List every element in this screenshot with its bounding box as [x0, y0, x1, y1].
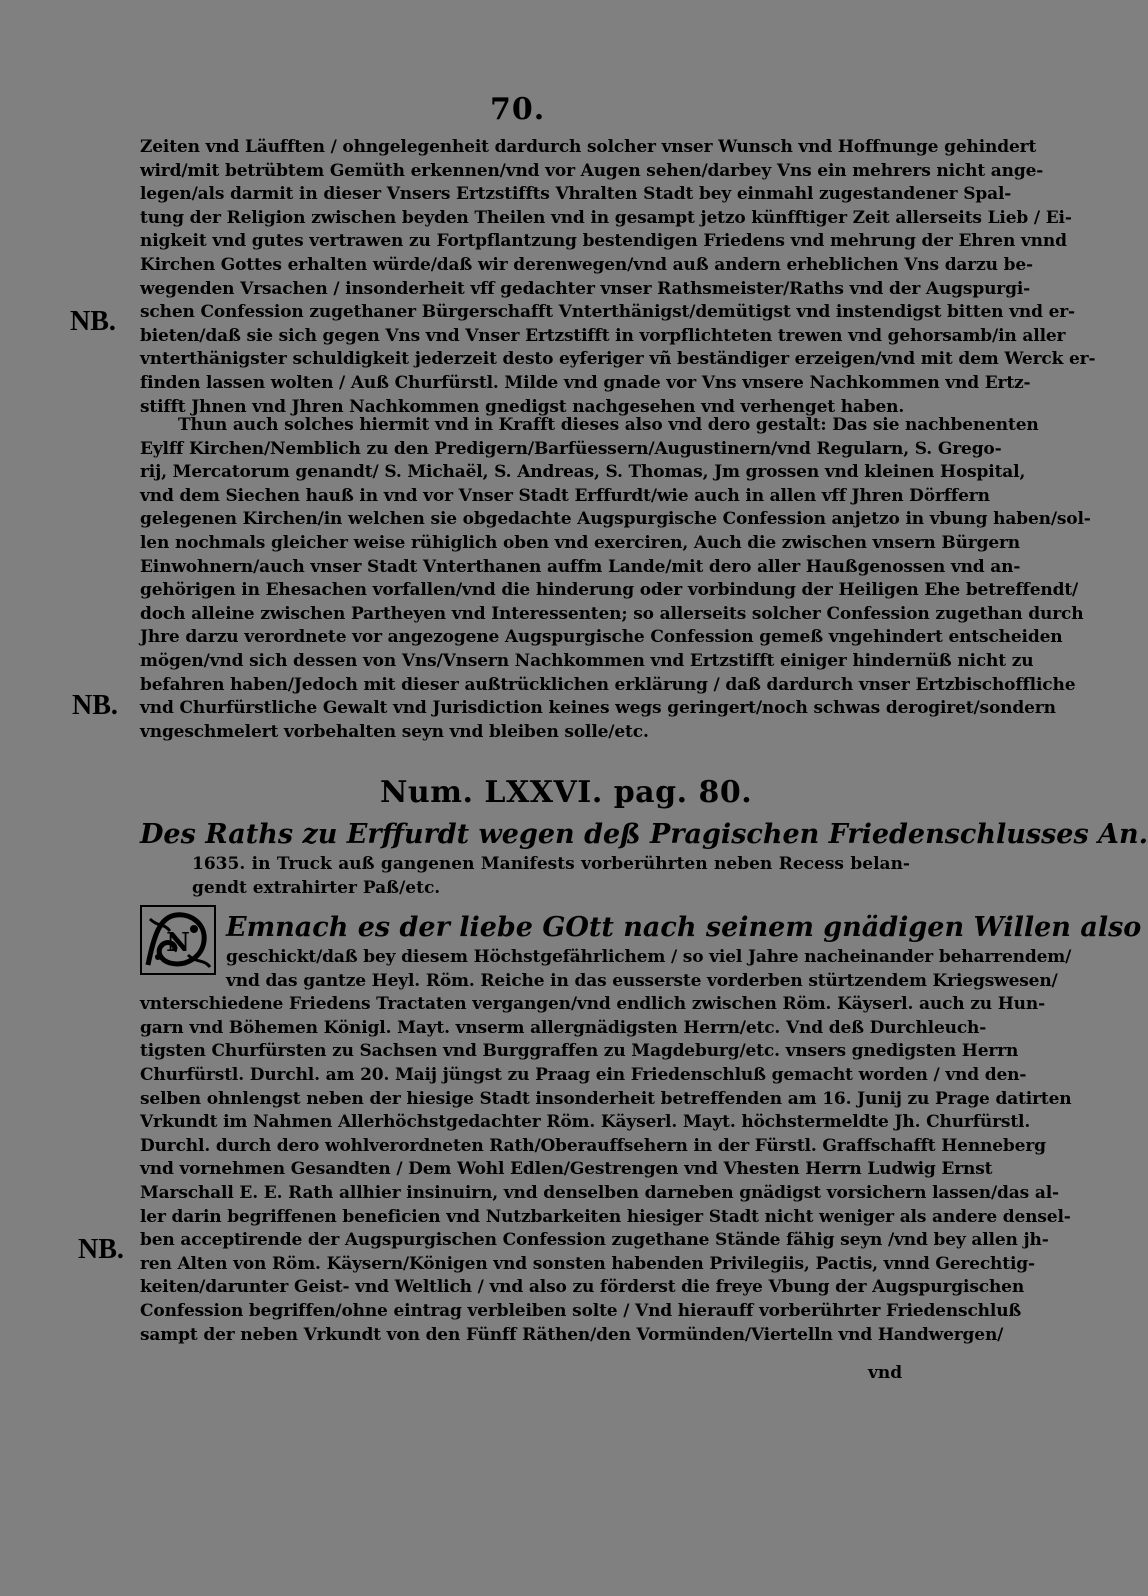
- margin-note-nb-3: NB.: [78, 1234, 124, 1265]
- text-line: Einwohnern/auch vnser Stadt Vnterthanen auffm Lande/mit dero aller Haußgenossen vnd an-: [140, 556, 1021, 577]
- text-line: selben ohnlengst neben der hiesige Stadt insonderheit betreffenden am 16. Junij zu Prage datirten: [140, 1088, 1072, 1109]
- section-heading: Num. LXXVI. pag. 80.: [380, 775, 753, 810]
- text-line: vnd vornehmen Gesandten / Dem Wohl Edlen/Gestrengen vnd Vhesten Herrn Ludwig Ernst: [140, 1159, 993, 1180]
- text-line: ben acceptirende der Augspurgischen Confession zugethane Stände fähig seyn /vnd bey allen jh-: [140, 1230, 1049, 1251]
- text-line: stifft Jhnen vnd Jhren Nachkommen gnedigst nachgesehen vnd verhenget haben.: [140, 396, 905, 417]
- text-line: tung der Religion zwischen beyden Theilen vnd in gesampt jetzo künfftiger Zeit allerseits Lieb / Ei-: [140, 207, 1072, 228]
- section-title: [140, 818, 1148, 900]
- text-line: ler darin begriffenen beneficien vnd Nutzbarkeiten hiesiger Stadt nicht weniger als andere densel-: [140, 1206, 1071, 1227]
- catchword: vnd: [868, 1363, 903, 1383]
- text-line: Thun auch solches hiermit vnd in Krafft dieses also vnd dero gestalt: Das sie nachbenenten: [178, 415, 1039, 435]
- text-line: Jhre darzu verordnete vor angezogene Augspurgische Confession gemeß vngehindert entscheiden: [140, 627, 1063, 648]
- text-line: keiten/darunter Geist- vnd Weltlich / vnd also zu förderst die freye Vbung der Augspurgischen: [140, 1277, 1025, 1298]
- text-line: len nochmals gleicher weise rühiglich oben vnd exerciren, Auch die zwischen vnsern Bürgern: [140, 532, 1021, 553]
- text-line: wird/mit betrübtem Gemüth erkennen/vnd vor Augen sehen/darbey Vns ein mehrers nicht ange-: [140, 160, 1044, 181]
- text-line: rij, Mercatorum genandt/ S. Michaël, S. Andreas, S. Thomas, Jm grossen vnd kleinen Hospital,: [140, 462, 1026, 483]
- text-line: tigsten Churfürsten zu Sachsen vnd Burggraffen zu Magdeburg/etc. vnsers gnedigsten Herrn: [140, 1041, 1019, 1062]
- text-line: vnd das gantze Heyl. Röm. Reiche in das eusserste vorderben stürtzendem Kriegswesen/: [226, 970, 1058, 991]
- page-number: 70.: [490, 92, 546, 127]
- title-line: 1635. in Truck auß gangenen Manifests vorberührten neben Recess belan-: [192, 854, 910, 874]
- text-line: Churfürstl. Durchl. am 20. Maij jüngst zu Praag ein Friedenschluß gemacht worden / vnd den-: [140, 1064, 1027, 1085]
- text-line: mögen/vnd sich dessen von Vns/Vnsern Nachkommen vnd Ertzstifft einiger hindernüß nicht zu: [140, 650, 1034, 671]
- text-line: bieten/daß sie sich gegen Vns vnd Vnser Ertzstifft in vorpflichteten trewen vnd gehorsamb/in aller: [140, 325, 1066, 346]
- text-line: ren Alten von Röm. Käysern/Königen vnd sonsten habenden Privilegiis, Pactis, vnnd Gerechtig-: [140, 1253, 1035, 1274]
- text-line: doch alleine zwischen Partheyen vnd Interessenten; so allerseits solcher Confession zugethan durch: [140, 603, 1084, 624]
- text-line: vnd dem Siechen hauß in vnd vor Vnser Stadt Erffurdt/wie auch in allen vff Jhren Dörffern: [140, 485, 990, 506]
- margin-note-nb-2: NB.: [72, 690, 118, 721]
- text-line: nigkeit vnd gutes vertrawen zu Fortpflantzung bestendigen Friedens vnd mehrung der Ehren vnnd: [140, 231, 1067, 252]
- text-line: Durchl. durch dero wohlverordneten Rath/Oberauffsehern in der Fürstl. Graffschafft Henneberg: [140, 1135, 1046, 1156]
- text-line: Marschall E. E. Rath allhier insinuirn, vnd denselben darneben gnädigst vorsichern lassen/das al-: [140, 1182, 1059, 1203]
- margin-note-nb-1: NB.: [70, 306, 116, 337]
- text-line: wegenden Vrsachen / insonderheit vff gedachter vnser Rathsmeister/Raths vnd der Augspurgi-: [140, 278, 1031, 299]
- text-line: Eylff Kirchen/Nemblich zu den Predigern/Barfüessern/Augustinern/vnd Regularn, S. Grego-: [140, 438, 1002, 459]
- paragraph-nachdem: [140, 910, 1142, 1347]
- text-line: vnterthänigster schuldigkeit jederzeit desto eyferiger vñ beständiger erzeigen/vnd mit dem Werck er-: [140, 349, 1096, 370]
- text-line: Vrkundt im Nahmen Allerhöchstgedachter Röm. Käyserl. Mayt. höchstermeldte Jh. Churfürstl.: [140, 1112, 1031, 1133]
- text-line: garn vnd Böhemen Königl. Mayt. vnserm allergnädigsten Herrn/etc. Vnd deß Durchleuch-: [140, 1017, 987, 1038]
- text-line: finden lassen wolten / Auß Churfürstl. Milde vnd gnade vor Vns vnsere Nachkommen vnd Ertz-: [140, 372, 1031, 393]
- paragraph-continuation: [140, 136, 1096, 419]
- text-line: Kirchen Gottes erhalten würde/daß wir derenwegen/vnd auß andern erheblichen Vns darzu be-: [140, 254, 1033, 275]
- text-line: gelegenen Kirchen/in welchen sie obgedachte Augspurgische Confession anjetzo in vbung haben/sol-: [140, 509, 1091, 530]
- text-line: geschickt/daß bey diesem Höchstgefährlichem / so viel Jahre nacheinander beharrendem/: [226, 947, 1072, 967]
- text-line: vnd Churfürstliche Gewalt vnd Jurisdiction keines wegs geringert/noch schwas derogiret/sondern: [140, 698, 1056, 719]
- text-line: schen Confession zugethaner Bürgerschafft Vnterthänigst/demütigst vnd instendigst bitten vnd er-: [140, 302, 1075, 323]
- text-line: vngeschmelert vorbehalten seyn vnd bleiben solle/etc.: [140, 721, 649, 742]
- text-line: legen/als darmit in dieser Vnsers Ertzstiffts Vhralten Stadt bey einmahl zugestandener Spal-: [140, 184, 1012, 205]
- title-line: Des Raths zu Erffurdt wegen deß Pragischen Friedenschlusses An.: [140, 819, 1148, 850]
- text-line: Zeiten vnd Läufften / ohngelegenheit dardurch solcher vnser Wunsch vnd Hoffnunge gehindert: [140, 137, 1037, 157]
- first-line: Emnach es der liebe GOtt nach seinem gnädigen Willen also: [226, 912, 1142, 943]
- text-line: Confession begriffen/ohne eintrag verbleiben solte / Vnd hierauff vorberührter Friedenschluß: [140, 1300, 1022, 1321]
- text-line: sampt der neben Vrkundt von den Fünff Räthen/den Vormünden/Viertelln vnd Handwergen/: [140, 1324, 1004, 1345]
- text-line: vnterschiedene Friedens Tractaten vergangen/vnd endlich zwischen Röm. Käyserl. auch zu Hun-: [140, 994, 1045, 1015]
- title-line: gendt extrahirter Paß/etc.: [192, 878, 441, 898]
- paragraph-thun-auch: [140, 414, 1091, 744]
- text-line: befahren haben/Jedoch mit dieser außtrücklichen erklärung / daß dardurch vnser Ertzbischoffliche: [140, 674, 1076, 695]
- text-line: gehörigen in Ehesachen vorfallen/vnd die hinderung oder vorbindung der Heiligen Ehe betreffendt/: [140, 580, 1079, 601]
- dropcap-letter: N: [166, 928, 190, 958]
